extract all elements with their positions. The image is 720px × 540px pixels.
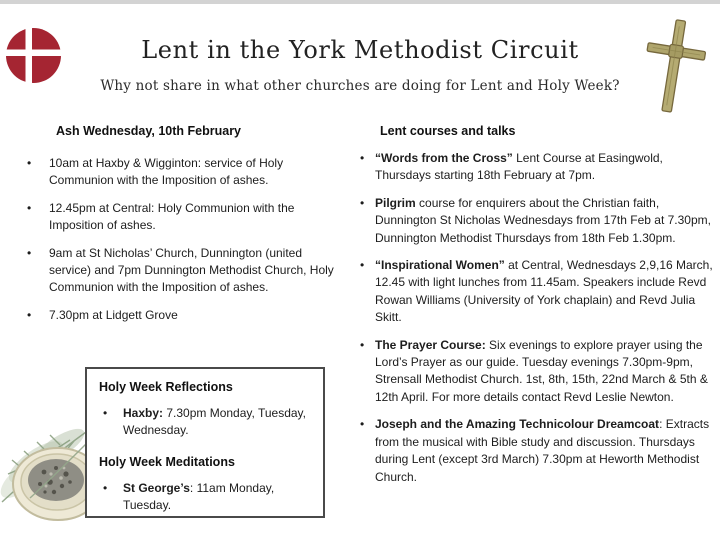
ash-wednesday-heading: Ash Wednesday, 10th February <box>56 124 242 138</box>
lent-courses-heading: Lent courses and talks <box>380 124 516 138</box>
bullet-icon <box>358 150 375 185</box>
list-item-text <box>375 150 716 185</box>
list-item <box>20 200 335 235</box>
list-item-text <box>375 337 716 407</box>
lent-courses-list <box>358 150 716 496</box>
bullet-icon <box>358 337 375 407</box>
bullet-icon <box>20 307 49 324</box>
list-item-text: 7.30pm at Lidgett Grove <box>49 307 178 322</box>
list-item-bold-text: St George’s <box>123 480 190 495</box>
list-item <box>99 480 313 515</box>
list-item <box>358 416 716 486</box>
list-item-text <box>123 480 313 515</box>
list-item <box>20 307 335 324</box>
list-item <box>99 405 313 440</box>
bullet-icon <box>358 195 375 247</box>
list-item-rest-text: Lent Course at Easingwold, Thursdays starting 18th February at 7pm. <box>375 151 663 183</box>
list-item-bold-text: “Words from the Cross” <box>375 151 513 165</box>
list-item-text: 9am at St Nicholas’ Church, Dunnington (united service) and 7pm Dunnington Methodist Church, Holy Communion with the Imposition of ashes. <box>49 245 334 295</box>
bullet-icon <box>358 257 375 327</box>
ash-wednesday-list <box>20 155 335 334</box>
slide-top-border <box>0 0 720 4</box>
bullet-icon <box>20 245 49 297</box>
list-item <box>358 337 716 407</box>
bullet-icon <box>20 200 49 235</box>
list-item-bold-text: Joseph and the Amazing Technicolour Dreamcoat <box>375 417 660 432</box>
page-subtitle: Why not share in what other churches are doing for Lent and Holy Week? <box>100 78 620 94</box>
list-item-rest-text: course for enquirers about the Christian faith, Dunnington St Nicholas Wednesdays from 17th Feb at 7.30pm, Dunnington Methodist Thursdays from 18th Feb 1.30pm. <box>375 195 711 245</box>
list-item-bold-text: “Inspirational Women” <box>375 258 505 273</box>
list-item-rest-text: : Extracts from the musical with Bible study and discussion. Thursdays during Lent (except 3rd March) 7.30pm at Heworth Methodist Church. <box>375 417 710 484</box>
list-item-rest-text: at Central, Wednesdays 2,9,16 March, 12.45 with light lunches from 11.45am. Speakers include Revd Rowan Williams (University of York chaplain) and Revd Julia Skitt. <box>375 258 713 325</box>
list-item-bold-text: Pilgrim <box>375 195 416 210</box>
bullet-icon <box>358 416 375 486</box>
list-item-text <box>375 257 716 327</box>
bullet-icon <box>99 480 123 515</box>
list-item-text <box>375 195 716 247</box>
bullet-icon <box>20 155 49 190</box>
list-item-bold-text: Haxby: <box>123 406 164 420</box>
list-item <box>358 257 716 327</box>
list-item <box>20 245 335 297</box>
holy-week-reflections-heading: Holy Week Reflections <box>99 380 233 394</box>
wooden-cross-icon <box>640 16 708 122</box>
holy-week-meditations-list <box>99 480 313 515</box>
list-item-rest-text: Six evenings to explore prayer using the Lord’s Prayer as our guide. Tuesday evenings 7.30pm-9pm, Strensall Methodist Church. 1st, 8th, 15th, 22nd March & 5th & 12th April. For more details contact Revd Leslie Newton. <box>375 337 708 404</box>
bullet-icon <box>99 405 123 440</box>
page-title: Lent in the York Methodist Circuit <box>141 36 579 64</box>
holy-week-reflections-list <box>99 405 313 440</box>
holy-week-box <box>85 367 325 518</box>
list-item-rest-text: : 11am Monday, Tuesday. <box>123 480 275 513</box>
list-item-text <box>123 405 313 440</box>
list-item-rest-text: 7.30pm Monday, Tuesday, Wednesday. <box>123 406 306 438</box>
list-item-text <box>375 416 716 486</box>
list-item-bold-text: The Prayer Course: <box>375 337 486 352</box>
list-item <box>358 195 716 247</box>
list-item <box>358 150 716 185</box>
holy-week-meditations-heading: Holy Week Meditations <box>99 454 235 469</box>
list-item-text: 10am at Haxby & Wigginton: service of Holy Communion with the Imposition of ashes. <box>49 156 284 188</box>
list-item-text: 12.45pm at Central: Holy Communion with the Imposition of ashes. <box>49 200 295 233</box>
list-item <box>20 155 335 190</box>
